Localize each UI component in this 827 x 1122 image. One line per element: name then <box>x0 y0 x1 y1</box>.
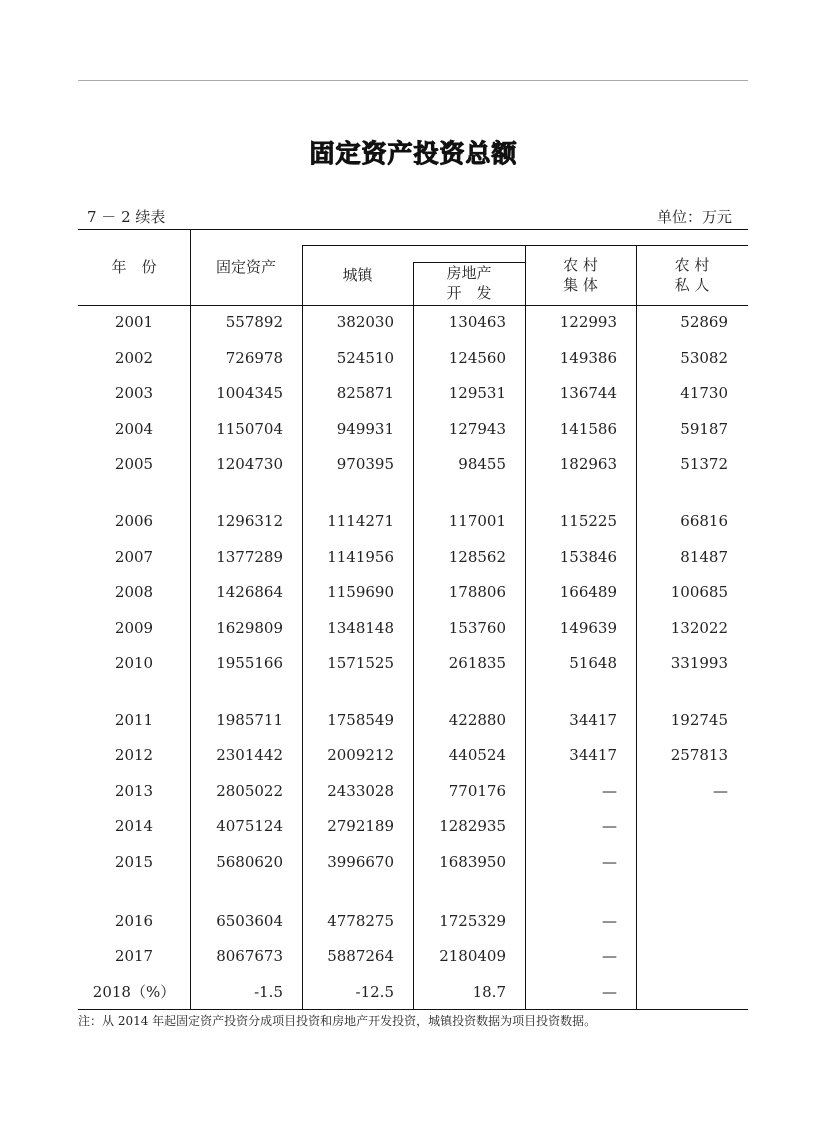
cell-urban: -12.5 <box>355 983 394 1001</box>
cell-fixed-assets: 6503604 <box>216 912 283 930</box>
cell-rural-private: 331993 <box>670 654 728 672</box>
header-rural-collective-line2: 集 体 <box>563 276 598 294</box>
cell-rural-private: — <box>713 782 728 800</box>
cell-real-estate: 18.7 <box>472 983 506 1001</box>
cell-fixed-assets: 726978 <box>225 349 283 367</box>
cell-real-estate: 2180409 <box>439 947 506 965</box>
cell-rural-collective: — <box>602 947 617 965</box>
cell-rural-collective: 34417 <box>569 711 617 729</box>
cell-real-estate: 440524 <box>448 746 506 764</box>
header-real-estate-line1: 房地产 <box>446 264 492 282</box>
cell-real-estate: 1725329 <box>439 912 506 930</box>
cell-real-estate: 178806 <box>448 583 506 601</box>
cell-fixed-assets: 8067673 <box>216 947 283 965</box>
cell-urban: 5887264 <box>327 947 394 965</box>
cell-year: 2015 <box>114 853 154 871</box>
cell-fixed-assets: 1985711 <box>216 711 283 729</box>
cell-rural-private: 66816 <box>680 512 728 530</box>
cell-fixed-assets: 557892 <box>225 313 283 331</box>
cell-fixed-assets: 4075124 <box>216 817 283 835</box>
unit-label: 单位：万元 <box>656 208 732 226</box>
header-rural-private-line2: 私 人 <box>674 276 710 294</box>
cell-year: 2009 <box>114 619 154 637</box>
cell-rural-collective: 149386 <box>559 349 617 367</box>
cell-rural-collective: 115225 <box>559 512 617 530</box>
cell-year: 2002 <box>114 349 154 367</box>
cell-fixed-assets: 1377289 <box>216 548 283 566</box>
header-urban: 城镇 <box>342 266 373 284</box>
column-divider <box>525 245 526 1009</box>
cell-rural-private: 100685 <box>670 583 728 601</box>
cell-urban: 4778275 <box>327 912 394 930</box>
cell-rural-private: 81487 <box>680 548 728 566</box>
cell-urban: 825871 <box>336 384 394 402</box>
cell-rural-private: 53082 <box>680 349 728 367</box>
cell-urban: 2792189 <box>327 817 394 835</box>
cell-rural-collective: 122993 <box>559 313 617 331</box>
cell-real-estate: 130463 <box>448 313 506 331</box>
cell-year: 2011 <box>114 711 154 729</box>
cell-year: 2014 <box>114 817 154 835</box>
footnote: 注：从 2014 年起固定资产投资分成项目投资和房地产开发投资，城镇投资数据为项目投资数据。 <box>78 1014 597 1028</box>
cell-fixed-assets: 1204730 <box>216 455 283 473</box>
cell-real-estate: 261835 <box>448 654 506 672</box>
cell-rural-collective: 149639 <box>559 619 617 637</box>
cell-rural-collective: — <box>602 912 617 930</box>
cell-year: 2001 <box>114 313 154 331</box>
cell-urban: 2009212 <box>327 746 394 764</box>
cell-rural-private: 52869 <box>680 313 728 331</box>
cell-year: 2008 <box>114 583 154 601</box>
cell-rural-private: 41730 <box>680 384 728 402</box>
cell-real-estate: 1282935 <box>439 817 506 835</box>
header-rural-collective-line1: 农 村 <box>563 256 598 274</box>
cell-year: 2013 <box>114 782 154 800</box>
cell-urban: 3996670 <box>327 853 394 871</box>
table-top-border <box>78 229 748 230</box>
cell-year: 2010 <box>114 654 154 672</box>
cell-urban: 1114271 <box>327 512 394 530</box>
cell-rural-collective: 51648 <box>569 654 617 672</box>
column-divider <box>190 229 191 1009</box>
cell-rural-collective: 34417 <box>569 746 617 764</box>
cell-urban: 1758549 <box>327 711 394 729</box>
cell-urban: 970395 <box>336 455 394 473</box>
cell-year: 2005 <box>114 455 154 473</box>
cell-year: 2017 <box>114 947 154 965</box>
cell-fixed-assets: 2805022 <box>216 782 283 800</box>
cell-rural-collective: — <box>602 853 617 871</box>
table-id: 7 － 2 续表 <box>87 208 166 226</box>
header-fixed-assets: 固定资产 <box>215 258 276 276</box>
cell-real-estate: 128562 <box>448 548 506 566</box>
cell-fixed-assets: 1426864 <box>216 583 283 601</box>
cell-year: 2012 <box>114 746 154 764</box>
cell-rural-private: 192745 <box>670 711 728 729</box>
cell-year: 2016 <box>114 912 154 930</box>
cell-rural-collective: 182963 <box>559 455 617 473</box>
page-top-rule <box>78 80 748 81</box>
cell-fixed-assets: 1955166 <box>216 654 283 672</box>
cell-rural-private: 257813 <box>670 746 728 764</box>
cell-real-estate: 153760 <box>448 619 506 637</box>
cell-real-estate: 129531 <box>448 384 506 402</box>
cell-year: 2018（%） <box>92 983 176 1001</box>
cell-real-estate: 1683950 <box>439 853 506 871</box>
cell-year: 2004 <box>114 420 154 438</box>
header-real-estate-line2: 开 发 <box>446 284 492 302</box>
cell-real-estate: 127943 <box>448 420 506 438</box>
column-divider <box>413 262 414 1009</box>
column-divider <box>636 245 637 1009</box>
cell-real-estate: 422880 <box>448 711 506 729</box>
cell-rural-collective: 136744 <box>559 384 617 402</box>
cell-urban: 1159690 <box>327 583 394 601</box>
header-rural-private-line1: 农 村 <box>674 256 710 274</box>
cell-fixed-assets: 1150704 <box>216 420 283 438</box>
cell-urban: 2433028 <box>327 782 394 800</box>
cell-fixed-assets: 1296312 <box>216 512 283 530</box>
cell-real-estate: 117001 <box>448 512 506 530</box>
cell-urban: 382030 <box>336 313 394 331</box>
table-bottom-border <box>78 1009 748 1010</box>
cell-rural-private: 132022 <box>670 619 728 637</box>
cell-rural-collective: — <box>602 983 617 1001</box>
cell-real-estate: 770176 <box>448 782 506 800</box>
cell-fixed-assets: 1004345 <box>216 384 283 402</box>
cell-urban: 1571525 <box>327 654 394 672</box>
cell-rural-collective: 153846 <box>559 548 617 566</box>
cell-fixed-assets: 5680620 <box>216 853 283 871</box>
cell-year: 2006 <box>114 512 154 530</box>
cell-fixed-assets: 1629809 <box>216 619 283 637</box>
cell-urban: 949931 <box>336 420 394 438</box>
header-year: 年 份 <box>111 258 157 276</box>
cell-fixed-assets: 2301442 <box>216 746 283 764</box>
cell-rural-collective: — <box>602 817 617 835</box>
cell-rural-private: 59187 <box>680 420 728 438</box>
cell-rural-collective: 166489 <box>559 583 617 601</box>
cell-urban: 1141956 <box>327 548 394 566</box>
page-title: 固定资产投资总额 <box>309 139 518 168</box>
cell-real-estate: 124560 <box>448 349 506 367</box>
cell-rural-private: 51372 <box>680 455 728 473</box>
column-divider <box>302 245 303 1009</box>
cell-real-estate: 98455 <box>458 455 506 473</box>
cell-urban: 524510 <box>336 349 394 367</box>
cell-fixed-assets: -1.5 <box>254 983 283 1001</box>
cell-rural-collective: 141586 <box>559 420 617 438</box>
cell-urban: 1348148 <box>327 619 394 637</box>
cell-rural-collective: — <box>602 782 617 800</box>
cell-year: 2007 <box>114 548 154 566</box>
cell-year: 2003 <box>114 384 154 402</box>
